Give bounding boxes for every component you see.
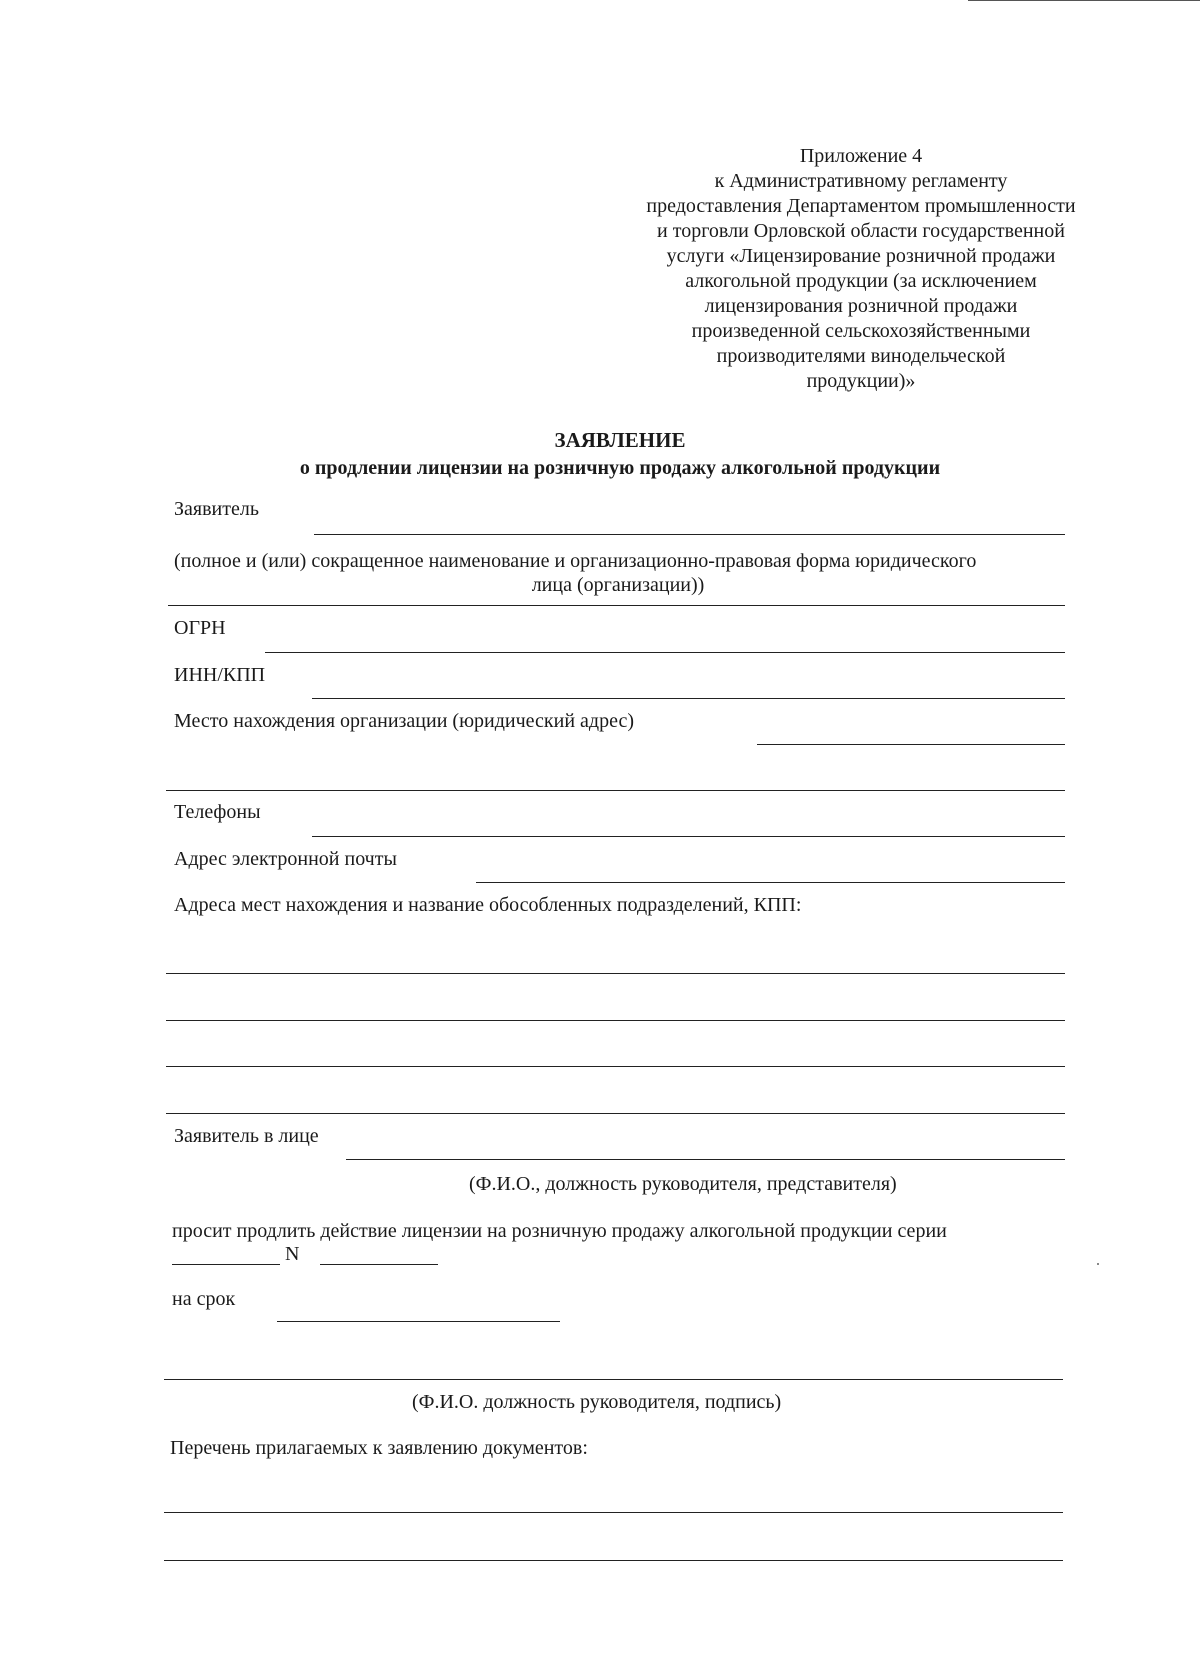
term-field[interactable] — [277, 1321, 560, 1322]
applicant-extra-field[interactable] — [168, 605, 1065, 606]
address-label: Место нахождения организации (юридический адрес) — [174, 710, 634, 732]
scan-speck — [1097, 1263, 1099, 1265]
branches-field-line1[interactable] — [166, 973, 1065, 974]
appendix-line: предоставления Департаментом промышленности — [646, 195, 1076, 217]
phones-field[interactable] — [312, 836, 1065, 837]
request-text: просит продлить действие лицензии на розничную продажу алкогольной продукции серии — [172, 1220, 947, 1242]
license-series-field[interactable] — [172, 1264, 280, 1265]
ogrn-label: ОГРН — [174, 617, 226, 639]
applicant-caption-line1: (полное и (или) сокращенное наименование и организационно-правовая форма юридического — [174, 550, 977, 572]
appendix-line: алкогольной продукции (за исключением — [685, 270, 1037, 292]
attachments-field-line2[interactable] — [164, 1560, 1063, 1561]
address-field-line1[interactable] — [757, 744, 1065, 745]
signature-field[interactable] — [164, 1379, 1063, 1380]
inn-kpp-label: ИНН/КПП — [174, 664, 266, 686]
appendix-line: продукции)» — [806, 370, 916, 392]
attachments-label: Перечень прилагаемых к заявлению документов: — [170, 1437, 588, 1459]
license-number-field[interactable] — [320, 1264, 438, 1265]
represented-by-caption: (Ф.И.О., должность руководителя, представителя) — [469, 1173, 897, 1195]
attachments-field-line1[interactable] — [164, 1512, 1063, 1513]
appendix-line: произведенной сельскохозяйственными — [691, 320, 1031, 342]
appendix-line: Приложение 4 — [799, 145, 923, 167]
applicant-label: Заявитель — [174, 498, 259, 520]
branches-field-line2[interactable] — [166, 1020, 1065, 1021]
branches-label: Адреса мест нахождения и название обособленных подразделений, КПП: — [174, 894, 802, 916]
phones-label: Телефоны — [174, 801, 261, 823]
page-edge-mark — [968, 0, 1200, 1]
branches-field-line3[interactable] — [166, 1066, 1065, 1067]
number-sign: N — [285, 1243, 300, 1265]
email-label: Адрес электронной почты — [174, 848, 397, 870]
appendix-line: и торговли Орловской области государственной — [657, 220, 1065, 242]
appendix-line: услуги «Лицензирование розничной продажи — [666, 245, 1056, 267]
email-field[interactable] — [476, 882, 1065, 883]
document-subtitle: о продлении лицензии на розничную продажу алкогольной продукции — [299, 457, 941, 479]
branches-field-line4[interactable] — [166, 1113, 1065, 1114]
term-label: на срок — [172, 1288, 236, 1310]
appendix-header — [612, 144, 1110, 394]
address-field-line2[interactable] — [166, 790, 1065, 791]
represented-by-field[interactable] — [346, 1159, 1065, 1160]
ogrn-field[interactable] — [265, 652, 1065, 653]
signature-caption: (Ф.И.О. должность руководителя, подпись) — [412, 1391, 782, 1413]
document-title: ЗАЯВЛЕНИЕ — [554, 428, 686, 452]
appendix-line: лицензирования розничной продажи — [704, 295, 1018, 317]
applicant-caption-line2: лица (организации)) — [531, 574, 705, 596]
applicant-name-field[interactable] — [314, 534, 1065, 535]
represented-by-label: Заявитель в лице — [174, 1125, 319, 1147]
appendix-line: производителями винодельческой — [716, 345, 1006, 367]
appendix-line: к Административному регламенту — [714, 170, 1008, 192]
inn-kpp-field[interactable] — [312, 698, 1065, 699]
